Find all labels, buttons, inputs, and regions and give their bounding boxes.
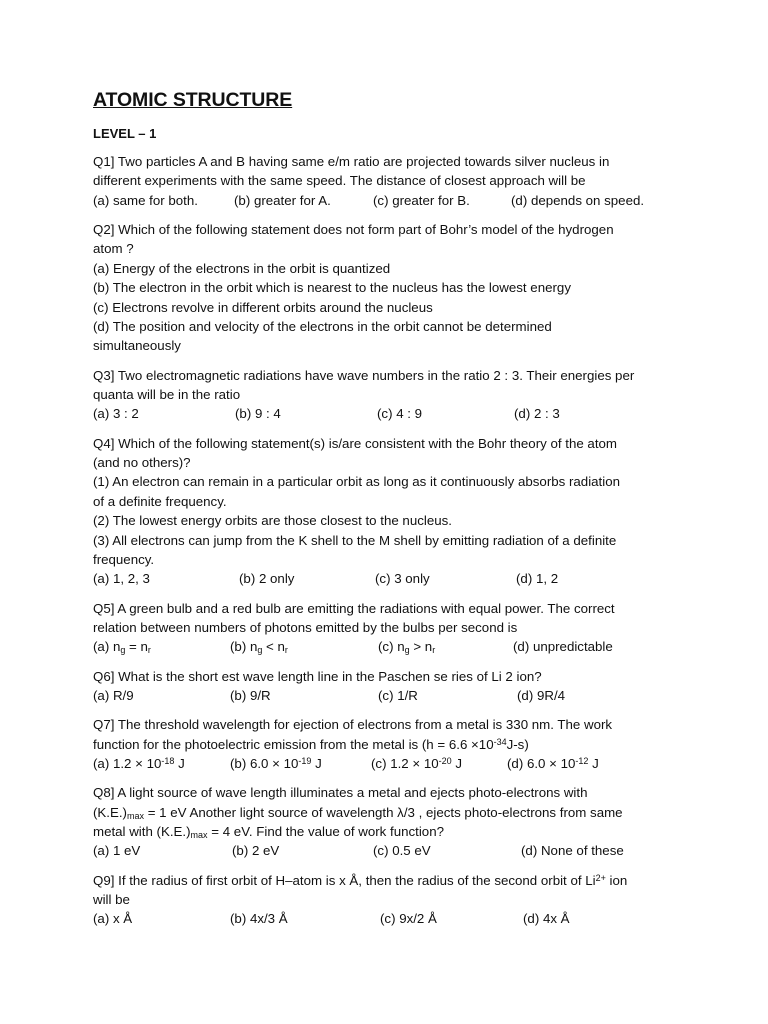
option-a: (a) same for both. — [93, 192, 198, 208]
option-c: (c) greater for B. — [373, 192, 470, 208]
question-6-options — [93, 686, 693, 705]
option-c: (c) $n_g > n_r$ — [378, 639, 436, 656]
option-b: (b) $6.0 \times 10^{-19}$ J — [230, 756, 322, 772]
question-4-statement-2: (2) The lowest energy orbits are those closest to the nucleus. — [93, 513, 452, 529]
question-4-statement-3: (3) All electrons can jump from the K shell to the M shell by emitting radiation of a definite — [93, 532, 617, 548]
question-4-statement-3-cont: frequency. — [93, 552, 155, 568]
question-3-line-2: quanta will be in the ratio — [93, 387, 241, 403]
option-a: (a) 1 eV — [93, 843, 141, 859]
question-8-options — [93, 841, 693, 860]
question-4-statement-1-cont: of a definite frequency. — [93, 493, 227, 509]
option-b: (b) 2 only — [239, 571, 295, 587]
option-c: (c) 3 only — [375, 571, 430, 587]
option-b: (b) 4x/3 Å — [230, 911, 288, 927]
option-b: (b) 2 eV — [232, 843, 280, 859]
question-6 — [93, 667, 693, 706]
question-5-line-2: relation between numbers of photons emitted by the bulbs per second is — [93, 620, 518, 636]
question-2 — [93, 220, 693, 356]
level-heading: LEVEL – 1 — [93, 126, 157, 141]
option-d: (d) unpredictable — [513, 639, 613, 655]
option-c: (c) 9x/2 Å — [380, 911, 437, 927]
option-c: (c) $1.2 \times 10^{-20}$ J — [371, 756, 462, 772]
option-a: (a) x Å — [93, 911, 133, 927]
question-2-line-1: Q2] Which of the following statement does not form part of Bohr’s model of the hydrogen — [93, 222, 614, 237]
question-9 — [93, 871, 693, 929]
question-8-line-2: $(K.E.)_{max} = 1$ eV Another light source of wavelength λ/3 , ejects photo-electrons from same — [93, 804, 623, 821]
question-8 — [93, 783, 693, 861]
option-c: (c) 4 : 9 — [377, 406, 423, 422]
question-1-options — [93, 191, 693, 210]
option-d: (d) 1, 2 — [516, 571, 559, 587]
worksheet-page — [93, 88, 693, 939]
question-5 — [93, 599, 693, 657]
question-8-line-1: Q8] A light source of wave length illuminates a metal and ejects photo-electrons with — [93, 785, 588, 801]
question-4-options — [93, 569, 693, 588]
question-5-options — [93, 637, 693, 656]
question-9-line-1: Q9] If the radius of first orbit of H–atom is x Å, then the radius of the second orbit of $Li^{2+}$ ion — [93, 872, 628, 888]
option-b: (b) greater for A. — [234, 192, 331, 208]
option-c: (c) 1/R — [378, 688, 418, 704]
question-7-line-2: function for the photoelectric emission from the metal is $(h = 6.6 \times 10^{-34}J-s)$ — [93, 736, 529, 752]
option-d: (d) 4x Å — [523, 911, 570, 927]
option-d: (d) 2 : 3 — [514, 406, 560, 422]
question-7-line-1: Q7] The threshold wavelength for ejection of electrons from a metal is 330 nm. The work — [93, 717, 613, 733]
question-1-line-1: Q1] Two particles A and B having same e/m ratio are projected towards silver nucleus in — [93, 154, 610, 169]
option-a: (a) 1, 2, 3 — [93, 571, 150, 587]
question-3-options — [93, 404, 693, 423]
question-6-line-1: Q6] What is the short est wave length line in the Paschen se ries of Li 2 ion? — [93, 668, 542, 684]
option-a: (a) $1.2 \times 10^{-18}$ J — [93, 756, 185, 772]
question-4-line-1: Q4] Which of the following statement(s) is/are consistent with the Bohr theory of the atom — [93, 435, 617, 451]
question-4-statement-1: (1) An electron can remain in a particular orbit as long as it continuously absorbs radiation — [93, 474, 620, 490]
option-b: (b) 9/R — [230, 688, 271, 704]
question-2-option-d: (d) The position and velocity of the electrons in the orbit cannot be determined — [93, 319, 552, 335]
question-1-line-2: different experiments with the same speed. The distance of closest approach will be — [93, 173, 586, 189]
option-a: (a) 3 : 2 — [93, 406, 139, 422]
question-2-option-d-cont: simultaneously — [93, 338, 181, 354]
question-7 — [93, 715, 693, 773]
question-7-options — [93, 754, 693, 773]
question-2-option-c: (c) Electrons revolve in different orbits around the nucleus — [93, 299, 433, 315]
question-5-line-1: Q5] A green bulb and a red bulb are emitting the radiations with equal power. The correct — [93, 600, 615, 616]
option-d: (d) depends on speed. — [511, 192, 645, 208]
option-a: (a) $n_g = n_r$ — [93, 639, 151, 656]
question-4-line-2: (and no others)? — [93, 455, 191, 471]
option-d: (d) $6.0 \times 10^{-12}$ J — [507, 756, 599, 772]
question-9-options — [93, 909, 693, 928]
option-d: (d) None of these — [521, 843, 624, 859]
option-d: (d) 9R/4 — [517, 688, 566, 704]
question-2-line-2: atom ? — [93, 241, 134, 257]
option-c: (c) 0.5 eV — [373, 843, 431, 859]
question-2-option-b: (b) The electron in the orbit which is nearest to the nucleus has the lowest energy — [93, 280, 571, 296]
question-3-line-1: Q3] Two electromagnetic radiations have wave numbers in the ratio 2 : 3. Their energies per — [93, 367, 635, 383]
question-9-line-2: will be — [93, 892, 130, 908]
question-1 — [93, 152, 693, 210]
page-title: ATOMIC STRUCTURE — [93, 89, 293, 111]
question-8-line-3: metal with $(K.E.)_{max} = 4$ eV. Find the value of work function? — [93, 824, 444, 841]
question-2-option-a: (a) Energy of the electrons in the orbit is quantized — [93, 260, 391, 276]
question-4 — [93, 434, 693, 589]
option-a: (a) R/9 — [93, 688, 134, 704]
option-b: (b) $n_g < n_r$ — [230, 639, 288, 656]
option-b: (b) 9 : 4 — [235, 406, 281, 422]
question-3 — [93, 366, 693, 424]
